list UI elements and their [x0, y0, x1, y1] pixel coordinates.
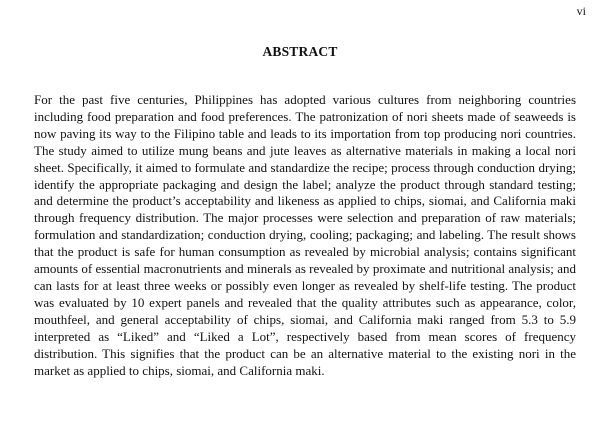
abstract-heading: ABSTRACT — [262, 44, 338, 59]
abstract-body: For the past five centuries, Philippines has adopted various cultures from neighboring countries including food preparation and food preferences. The patronization of nori sheets made of seaweeds is now paving its way to the Filipino table and leads to its importation from top producing nori countries. The study aimed to utilize mung beans and jute leaves as alternative materials in making a local nori sheet. Specifically, it aimed to formulate and standardize the recipe; process through conduction drying; identify the appropriate packaging and design the label; analyze the product through standard testing; and determine the product’s acceptability and likeness as applied to chips, siomai, and California maki through frequency distribution. The major processes were selection and preparation of raw materials; formulation and standardization; conduction drying, cooling; packaging; and labeling. The result shows that the product is safe for human consumption as revealed by microbial analysis; contains significant amounts of essential macronutrients and minerals as revealed by proximate and nutritional analysis; and can lasts for at least three weeks or possibly even longer as revealed by shelf-life testing. The product was evaluated by 10 expert panels and revealed that the quality attributes such as appearance, color, mouthfeel, and general acceptability of chips, siomai, and California maki ranged from 5.3 to 5.9 interpreted as “Liked” and “Liked a Lot”, respectively based from mean scores of frequency distribution. This signifies that the product can be an alternative material to the existing nori in the market as applied to chips, siomai, and California maki. — [34, 92, 576, 378]
page-number: vi — [576, 4, 586, 18]
